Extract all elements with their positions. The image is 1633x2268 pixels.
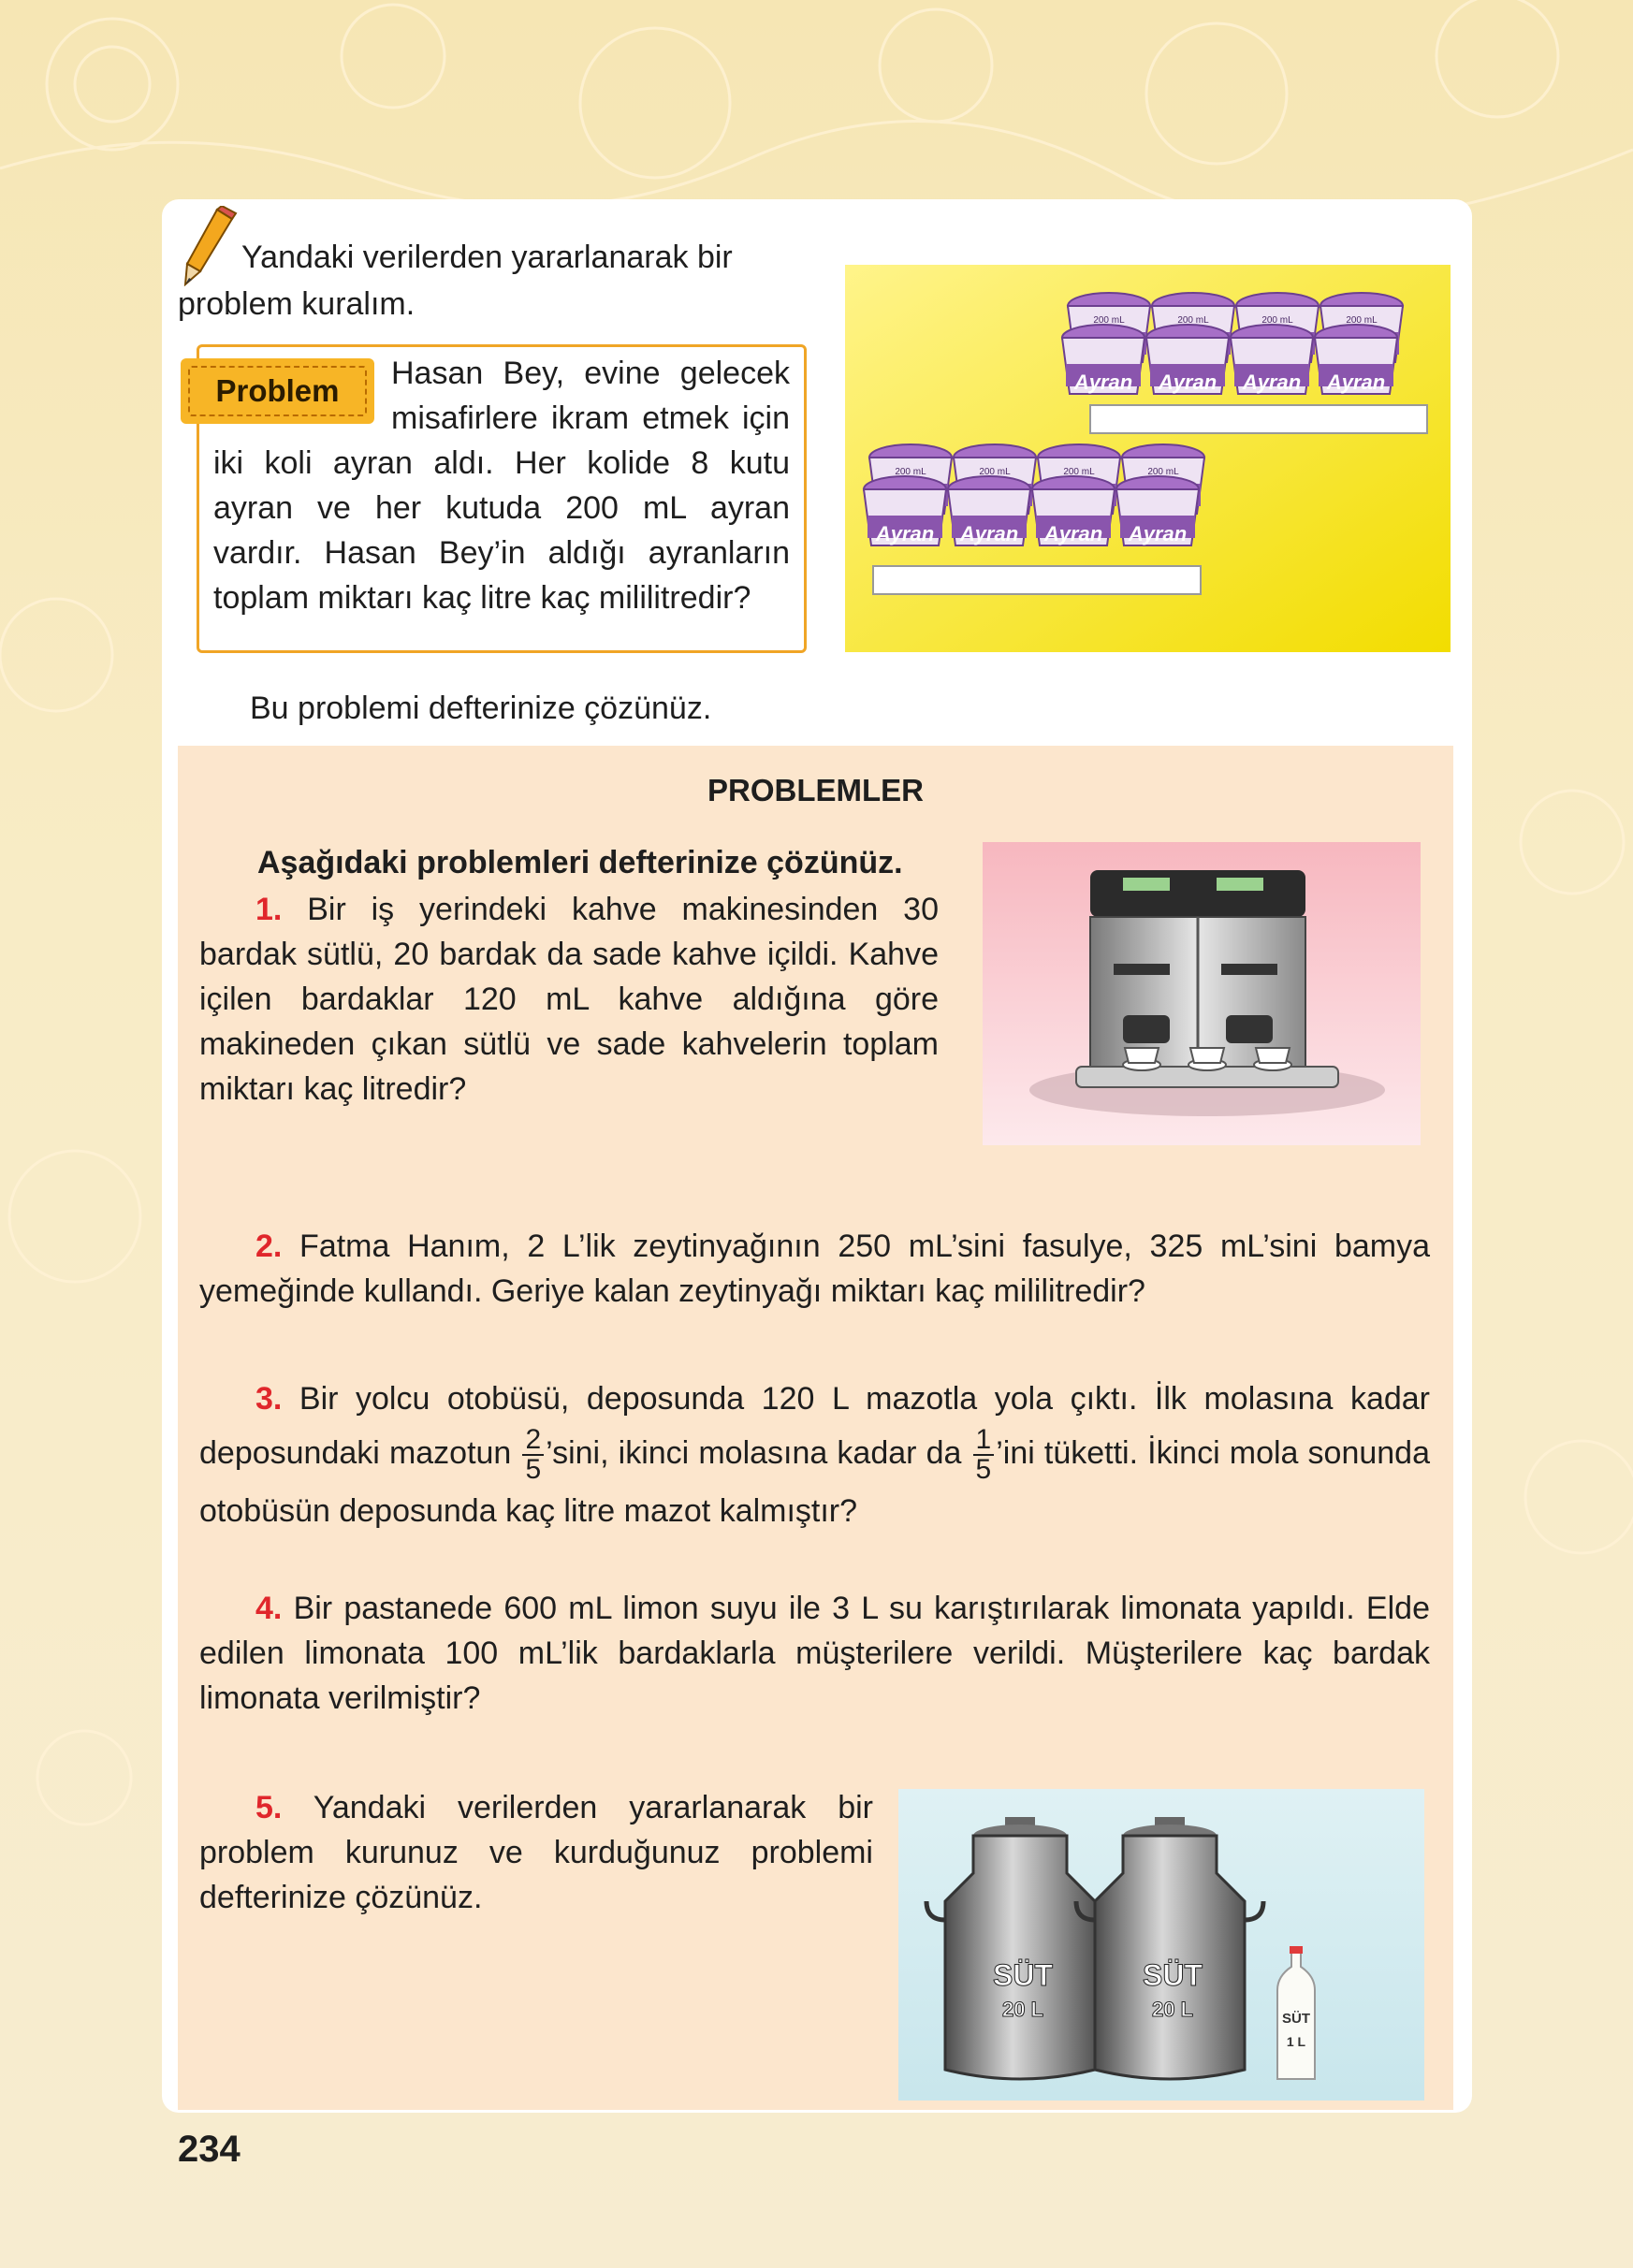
cup-volume: 200 mL bbox=[1147, 467, 1179, 477]
fraction-denominator: 5 bbox=[975, 1454, 992, 1486]
problem-1 bbox=[199, 887, 939, 1112]
cup-label: Ayran bbox=[1128, 522, 1188, 545]
section-title: PROBLEMLER bbox=[707, 773, 924, 807]
ayran-boxes-illustration bbox=[845, 265, 1451, 652]
problem-text: Yandaki verilerden yararlanarak bir problem kurunuz ve kurduğunuz problemi defterinize çözünüz. bbox=[199, 1790, 873, 1915]
bottle-label: SÜT bbox=[1282, 2011, 1310, 2027]
problem-number: 1. bbox=[255, 892, 283, 927]
section-subtitle: Aşağıdaki problemleri defterinize çözünüz. bbox=[257, 845, 903, 880]
problem-3 bbox=[199, 1372, 1430, 1538]
cup-label: Ayran bbox=[1242, 371, 1302, 394]
can-label: SÜT bbox=[1143, 1958, 1203, 1992]
coffee-machine-illustration bbox=[983, 842, 1421, 1145]
problem-number: 5. bbox=[255, 1790, 283, 1825]
problem-number: 2. bbox=[255, 1228, 283, 1264]
problem-number: 3. bbox=[255, 1381, 283, 1417]
problem-text: Fatma Hanım, 2 L’lik zeytinyağının 250 mL’sini fasulye, 325 mL’sini bamya yemeğinde kullandı. Geriye kalan zeytinyağı miktarı kaç mililitredir? bbox=[199, 1228, 1430, 1309]
problem-number: 4. bbox=[255, 1591, 283, 1626]
problem-text: ’sini, ikinci molasına kadar da bbox=[546, 1435, 962, 1471]
cup-volume: 200 mL bbox=[1346, 315, 1378, 326]
cup-volume: 200 mL bbox=[1063, 467, 1095, 477]
fraction-numerator: 2 bbox=[522, 1426, 544, 1456]
problem-text: Bir iş yerindeki kahve makinesinden 30 bardak sütlü, 20 bardak da sade kahve içildi. Kahve içilen bardaklar 120 mL kahve aldığına göre makineden çıkan sütlü ve sade kahvelerin toplam miktarı kaç litredir? bbox=[199, 892, 939, 1107]
cup-label: Ayran bbox=[959, 522, 1019, 545]
cup-volume: 200 mL bbox=[1261, 315, 1293, 326]
can-label: SÜT bbox=[993, 1958, 1053, 1992]
fraction-denominator: 5 bbox=[525, 1454, 542, 1486]
problem-4 bbox=[199, 1586, 1430, 1721]
cup-label: Ayran bbox=[1073, 371, 1133, 394]
fraction bbox=[522, 1426, 544, 1484]
problem-tag-label: Problem bbox=[188, 366, 367, 416]
can-volume: 20 L bbox=[1001, 1998, 1044, 2021]
problem-2 bbox=[199, 1224, 1430, 1314]
problem-tag bbox=[181, 358, 374, 424]
problem-text: Bir yolcu otobüsü, deposunda 120 L mazotla yola çıktı. İlk molasına kadar deposundaki mazotun bbox=[199, 1381, 1431, 1471]
bottle-volume: 1 L bbox=[1286, 2034, 1306, 2049]
problem-text: ’ini tüketti. İkinci mola sonunda otobüsün deposunda kaç litre mazot kalmıştır? bbox=[199, 1435, 1431, 1530]
page-number: 234 bbox=[178, 2129, 241, 2170]
fraction bbox=[973, 1426, 995, 1484]
problem-5 bbox=[199, 1785, 873, 1920]
intro-text: Yandaki verilerden yararlanarak bir problem kuralım. bbox=[178, 240, 733, 322]
can-volume: 20 L bbox=[1151, 1998, 1194, 2021]
cup-volume: 200 mL bbox=[979, 467, 1011, 477]
cup-label: Ayran bbox=[875, 522, 935, 545]
milk-cans-illustration bbox=[898, 1789, 1424, 2101]
cup-label: Ayran bbox=[1043, 522, 1103, 545]
problem-body: Hasan Bey, evine gelecek misafirlere ikram etmek için iki koli ayran aldı. Her kolide 8 kutu ayran ve her kutuda 200 mL ayran vardır. Hasan Bey’in aldığı ayranların toplam miktarı kaç litre kaç mililitredir? bbox=[213, 356, 790, 616]
fraction-numerator: 1 bbox=[973, 1426, 995, 1456]
cup-volume: 200 mL bbox=[1093, 315, 1125, 326]
problem-text: Bir pastanede 600 mL limon suyu ile 3 L su karıştırılarak limonata yapıldı. Elde edilen limonata 100 mL’lik bardaklarla müşterilere verildi. Müşterilere kaç bardak limonata verilmiştir? bbox=[199, 1591, 1430, 1716]
cup-label: Ayran bbox=[1326, 371, 1386, 394]
solve-note: Bu problemi defterinize çözünüz. bbox=[250, 691, 712, 726]
cup-volume: 200 mL bbox=[895, 467, 926, 477]
cup-label: Ayran bbox=[1158, 371, 1217, 394]
cup-volume: 200 mL bbox=[1177, 315, 1209, 326]
